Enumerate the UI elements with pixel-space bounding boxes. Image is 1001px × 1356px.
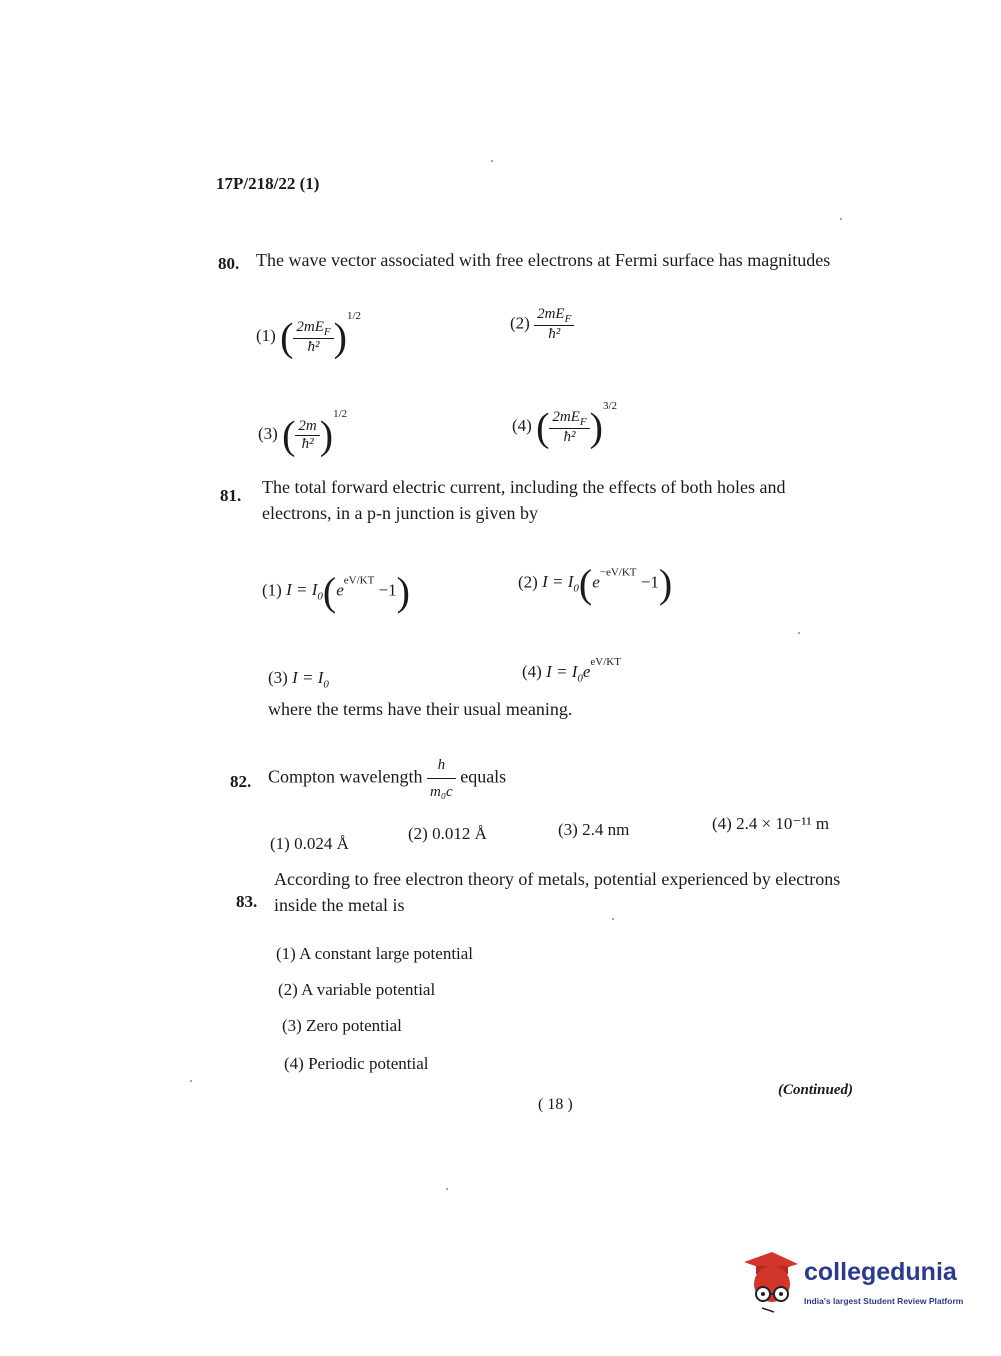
compton-fraction [427, 752, 456, 805]
frac-numerator: 2m [295, 418, 319, 436]
q81-text: The total forward electric current, including the effects of both holes and electrons, in a p-n junction is given by [262, 477, 786, 523]
subscript: 0 [323, 678, 329, 691]
option-label: (2) [510, 313, 530, 333]
scan-speck [446, 1188, 448, 1190]
subscript: 0 [577, 672, 583, 685]
scan-speck [491, 160, 493, 162]
q83-option-4: (4) Periodic potential [284, 1054, 429, 1073]
formula-tail: −1 [378, 580, 397, 600]
exponent: eV/KT [590, 656, 621, 668]
page-number: ( 18 ) [538, 1096, 573, 1113]
frac-denominator: ħ² [548, 326, 561, 342]
option-label: (3) [268, 668, 288, 687]
subscript: F [564, 313, 572, 325]
option-label: (2) [518, 572, 538, 592]
q81-option-3 [268, 668, 329, 690]
q83-option-3: (3) Zero potential [282, 1016, 402, 1035]
option-label: (1) [262, 580, 282, 600]
frac-denominator: m₀c [429, 784, 453, 800]
frac-numerator: 2mE [296, 318, 324, 335]
option-label: (3) [258, 424, 278, 443]
exponent: 1/2 [333, 408, 348, 420]
q82-text-after: equals [460, 766, 507, 787]
frac-numerator: h [427, 752, 456, 779]
q80-text: The wave vector associated with free electrons at Fermi surface has magnitudes [256, 250, 831, 270]
q82-text-before: Compton wavelength [268, 766, 423, 787]
exponent: 1/2 [346, 310, 362, 322]
q83-number: 83. [236, 892, 258, 911]
formula-tail: −1 [640, 572, 659, 592]
q81-number: 81. [220, 486, 242, 505]
q80-option-1: (1) ( $\frac{2mE_F}{\text{ħ²}}$ )$^{1/2}$ [256, 310, 362, 360]
q83-text: According to free electron theory of metals, potential experienced by electrons inside the metal is [274, 869, 841, 915]
scan-speck [798, 632, 800, 634]
q82-number: 82. [230, 772, 252, 791]
q82-option-1: (1) 0.024 Å [270, 834, 349, 853]
subscript: F [579, 415, 587, 428]
frac-numerator: 2mE [552, 408, 580, 425]
exponent: −eV/KT [599, 566, 637, 579]
subscript: F [323, 325, 331, 338]
exp-base: e [592, 572, 600, 592]
exponent: 3/2 [602, 400, 618, 412]
scan-speck [612, 918, 614, 920]
scan-speck [840, 218, 842, 220]
q81-note: where the terms have their usual meaning. [268, 699, 573, 719]
exponent: eV/KT [343, 574, 375, 587]
exp-base: e [582, 662, 591, 681]
option-label: (4) [522, 662, 542, 681]
paper-code: 17P/218/22 (1) [216, 174, 320, 193]
frac-numerator: 2mE [537, 306, 565, 322]
q82-option-3: (3) 2.4 nm [558, 820, 630, 839]
subscript: 0 [573, 582, 579, 595]
frac-denominator: ħ² [563, 428, 576, 445]
formula: I = I [292, 668, 324, 687]
mascot-icon [742, 1250, 800, 1314]
q80-option-4: (4) ( $\frac{2mE_F}{\text{ħ²}}$ )$^{3/2}$ [512, 400, 618, 450]
collegedunia-logo[interactable] [742, 1250, 972, 1320]
scan-speck [190, 1080, 192, 1082]
logo-tagline: India's largest Student Review Platform [804, 1296, 964, 1306]
q82-option-2: (2) 0.012 Å [408, 824, 487, 843]
q80-number: 80. [218, 254, 240, 273]
q82-option-4: (4) 2.4 × 10⁻¹¹ m [712, 814, 830, 833]
continued-label: (Continued) [778, 1082, 854, 1098]
subscript: 0 [317, 590, 323, 603]
q81-option-1: (1) $I = I_0(e^{eV/KT} -1)$ [262, 569, 410, 614]
frac-denominator: ħ² [301, 435, 314, 452]
formula: I = I [546, 662, 578, 681]
logo-name: collegedunia [804, 1258, 957, 1286]
q83-option-1: (1) A constant large potential [276, 944, 474, 963]
q81-option-4 [522, 656, 621, 684]
formula-lhs: I = I [542, 572, 574, 592]
option-label: (4) [512, 416, 532, 435]
frac-denominator: ħ² [307, 338, 320, 355]
formula-lhs: I = I [286, 580, 318, 600]
q82-text [268, 752, 506, 805]
q81-option-2: (2) $I = I_0(e^{-eV/KT} -1)$ [518, 561, 673, 606]
q80-option-2 [510, 306, 574, 343]
option-label: (1) [256, 326, 276, 345]
q80-option-3: (3) ( $\frac{2m}{\text{ħ²}}$ )$^{1/2}$ [258, 408, 348, 458]
exp-base: e [336, 580, 344, 600]
q83-option-2: (2) A variable potential [278, 980, 436, 999]
